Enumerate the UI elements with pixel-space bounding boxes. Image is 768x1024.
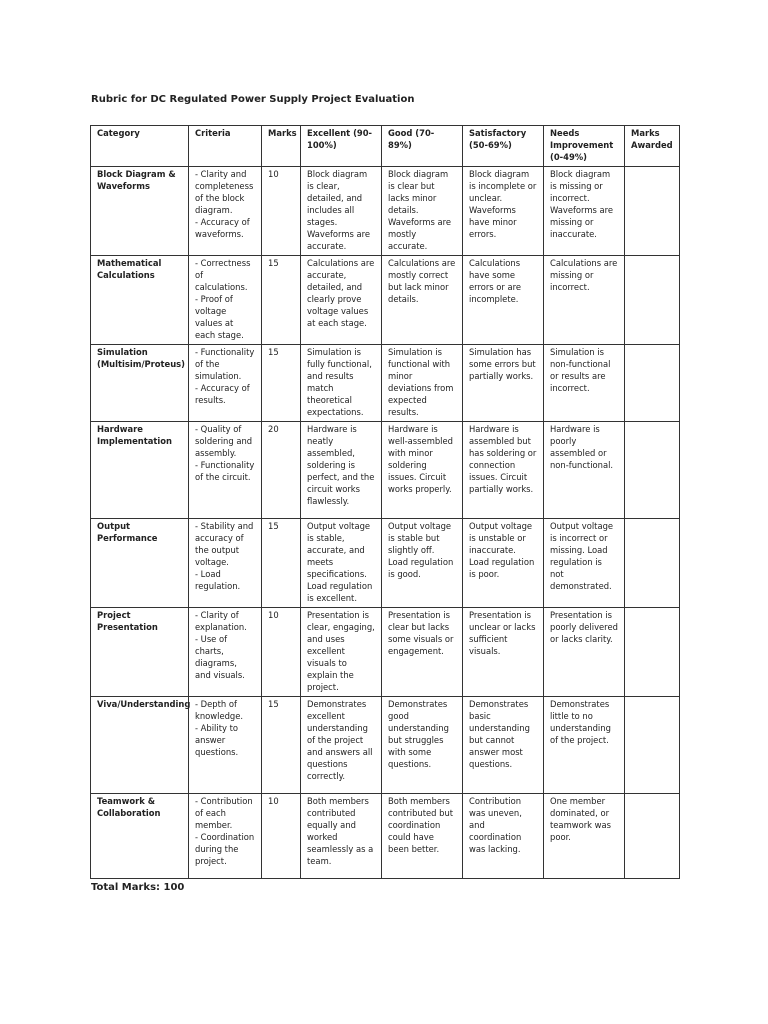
criteria-item: - Accuracy of waveforms. — [195, 217, 250, 239]
needs-improvement-cell: One member dominated, or teamwork was poor. — [544, 794, 625, 879]
header-marks: Marks — [262, 126, 301, 167]
needs-improvement-cell: Block diagram is missing or incorrect. Waveforms are missing or inaccurate. — [544, 167, 625, 256]
needs-improvement-cell: Output voltage is incorrect or missing. Load regulation is not demonstrated. — [544, 519, 625, 608]
criteria-item: - Functionality of the circuit. — [195, 460, 255, 482]
excellent-cell: Output voltage is stable, accurate, and meets specifications. Load regulation is excellent. — [301, 519, 382, 608]
marks-awarded-cell[interactable] — [625, 256, 680, 345]
satisfactory-cell: Hardware is assembled but has soldering or connection issues. Circuit partially works. — [463, 422, 544, 519]
excellent-cell: Presentation is clear, engaging, and uses excellent visuals to explain the project. — [301, 608, 382, 697]
good-cell: Calculations are mostly correct but lack minor details. — [382, 256, 463, 345]
marks-awarded-cell[interactable] — [625, 697, 680, 794]
marks-awarded-cell[interactable] — [625, 345, 680, 422]
excellent-cell: Block diagram is clear, detailed, and includes all stages. Waveforms are accurate. — [301, 167, 382, 256]
needs-improvement-cell: Simulation is non-functional or results are incorrect. — [544, 345, 625, 422]
table-row — [91, 256, 680, 345]
good-cell: Simulation is functional with minor deviations from expected results. — [382, 345, 463, 422]
good-cell: Output voltage is stable but slightly off. Load regulation is good. — [382, 519, 463, 608]
marks-cell: 10 — [262, 794, 301, 879]
table-row — [91, 519, 680, 608]
header-row — [91, 126, 680, 167]
criteria-cell — [189, 167, 262, 256]
criteria-cell — [189, 697, 262, 794]
header-needs-improvement: Needs Improvement (0-49%) — [544, 126, 625, 167]
needs-improvement-cell: Calculations are missing or incorrect. — [544, 256, 625, 345]
criteria-item: - Correctness of calculations. — [195, 258, 251, 292]
header-satisfactory: Satisfactory (50-69%) — [463, 126, 544, 167]
rubric-table — [90, 125, 680, 879]
marks-awarded-cell[interactable] — [625, 422, 680, 519]
criteria-cell — [189, 422, 262, 519]
criteria-item: - Proof of voltage values at each stage. — [195, 294, 244, 340]
good-cell: Block diagram is clear but lacks minor details. Waveforms are mostly accurate. — [382, 167, 463, 256]
header-criteria: Criteria — [189, 126, 262, 167]
header-category: Category — [91, 126, 189, 167]
criteria-item: - Depth of knowledge. — [195, 699, 244, 721]
satisfactory-cell: Demonstrates basic understanding but cannot answer most questions. — [463, 697, 544, 794]
good-cell: Hardware is well-assembled with minor soldering issues. Circuit works properly. — [382, 422, 463, 519]
header-marks-awarded: Marks Awarded — [625, 126, 680, 167]
criteria-item: - Accuracy of results. — [195, 383, 250, 405]
category-cell: Hardware Implementation — [91, 422, 189, 519]
criteria-cell — [189, 519, 262, 608]
table-row — [91, 794, 680, 879]
excellent-cell: Simulation is fully functional, and results match theoretical expectations. — [301, 345, 382, 422]
satisfactory-cell: Presentation is unclear or lacks sufficient visuals. — [463, 608, 544, 697]
needs-improvement-cell: Presentation is poorly delivered or lacks clarity. — [544, 608, 625, 697]
marks-cell: 15 — [262, 345, 301, 422]
marks-cell: 10 — [262, 608, 301, 697]
category-cell: Output Performance — [91, 519, 189, 608]
criteria-item: - Load regulation. — [195, 569, 241, 591]
needs-improvement-cell: Demonstrates little to no understanding of the project. — [544, 697, 625, 794]
table-row — [91, 167, 680, 256]
criteria-cell — [189, 608, 262, 697]
table-row — [91, 697, 680, 794]
criteria-item: - Clarity and completeness of the block diagram. — [195, 169, 254, 215]
criteria-item: - Use of charts, diagrams, and visuals. — [195, 634, 245, 680]
page-title: Rubric for DC Regulated Power Supply Project Evaluation — [91, 94, 415, 105]
good-cell: Presentation is clear but lacks some visuals or engagement. — [382, 608, 463, 697]
excellent-cell: Demonstrates excellent understanding of the project and answers all questions correctly. — [301, 697, 382, 794]
marks-cell: 20 — [262, 422, 301, 519]
criteria-cell — [189, 794, 262, 879]
category-cell: Block Diagram & Waveforms — [91, 167, 189, 256]
criteria-cell — [189, 256, 262, 345]
criteria-item: - Contribution of each member. — [195, 796, 253, 830]
criteria-item: - Clarity of explanation. — [195, 610, 247, 632]
criteria-item: - Coordination during the project. — [195, 832, 255, 866]
marks-cell: 10 — [262, 167, 301, 256]
table-row — [91, 345, 680, 422]
satisfactory-cell: Block diagram is incomplete or unclear. Waveforms have minor errors. — [463, 167, 544, 256]
criteria-item: - Functionality of the simulation. — [195, 347, 255, 381]
category-cell: Teamwork & Collaboration — [91, 794, 189, 879]
satisfactory-cell: Output voltage is unstable or inaccurate. Load regulation is poor. — [463, 519, 544, 608]
table-row — [91, 608, 680, 697]
marks-cell: 15 — [262, 256, 301, 345]
header-good: Good (70-89%) — [382, 126, 463, 167]
marks-awarded-cell[interactable] — [625, 608, 680, 697]
marks-awarded-cell[interactable] — [625, 794, 680, 879]
good-cell: Demonstrates good understanding but struggles with some questions. — [382, 697, 463, 794]
good-cell: Both members contributed but coordination could have been better. — [382, 794, 463, 879]
category-cell: Simulation (Multisim/Proteus) — [91, 345, 189, 422]
excellent-cell: Hardware is neatly assembled, soldering is perfect, and the circuit works flawlessly. — [301, 422, 382, 519]
criteria-cell — [189, 345, 262, 422]
marks-cell: 15 — [262, 697, 301, 794]
header-excellent: Excellent (90-100%) — [301, 126, 382, 167]
satisfactory-cell: Contribution was uneven, and coordination was lacking. — [463, 794, 544, 879]
category-cell: Viva/Understanding — [91, 697, 189, 794]
total-marks: Total Marks: 100 — [91, 882, 185, 893]
category-cell: Mathematical Calculations — [91, 256, 189, 345]
satisfactory-cell: Calculations have some errors or are incomplete. — [463, 256, 544, 345]
excellent-cell: Calculations are accurate, detailed, and clearly prove voltage values at each stage. — [301, 256, 382, 345]
marks-cell: 15 — [262, 519, 301, 608]
criteria-item: - Quality of soldering and assembly. — [195, 424, 253, 458]
table-row — [91, 422, 680, 519]
needs-improvement-cell: Hardware is poorly assembled or non-functional. — [544, 422, 625, 519]
criteria-item: - Ability to answer questions. — [195, 723, 239, 757]
marks-awarded-cell[interactable] — [625, 167, 680, 256]
criteria-item: - Stability and accuracy of the output voltage. — [195, 521, 254, 567]
excellent-cell: Both members contributed equally and worked seamlessly as a team. — [301, 794, 382, 879]
satisfactory-cell: Simulation has some errors but partially works. — [463, 345, 544, 422]
marks-awarded-cell[interactable] — [625, 519, 680, 608]
category-cell: Project Presentation — [91, 608, 189, 697]
